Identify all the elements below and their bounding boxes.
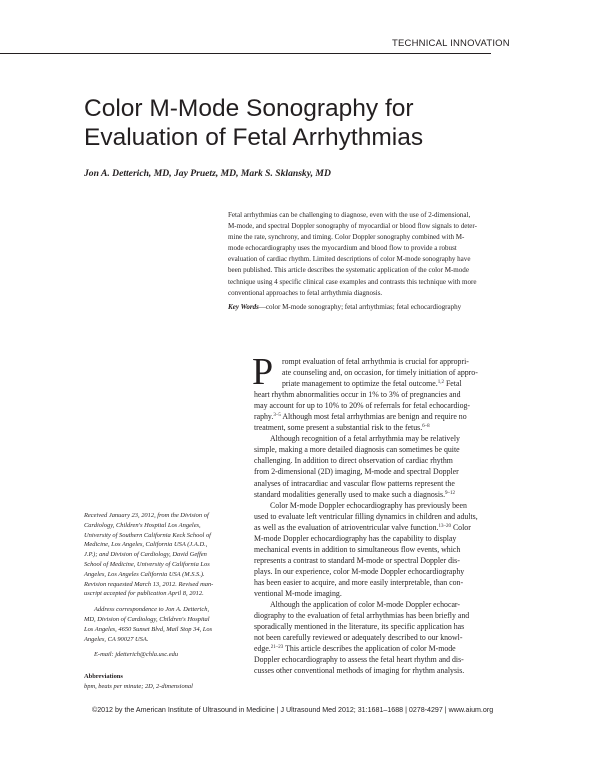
sidebar-line: Medicine, Los Angeles, California USA (J.A.D.,: [84, 541, 208, 549]
body-line: analyses of intracardiac and vascular flow patterns represent the: [254, 478, 455, 488]
abstract-line: evaluation of cardiac rhythm. Limited descriptions of color M-mode sonography have: [228, 255, 471, 264]
sidebar-line: MD, Division of Cardiology, Children's Hospital: [84, 615, 210, 623]
body-fragment: Although most fetal arrhythmias are benign and require no: [280, 412, 467, 422]
body-line: plays. In our experience, color M-mode Doppler echocardiography: [254, 566, 465, 576]
body-line: heart rhythm abnormalities occur in 1% to 3% of pregnancies and: [254, 390, 461, 400]
sidebar-line: Received January 23, 2012, from the Division of: [84, 512, 209, 519]
page-footer: ©2012 by the American Institute of Ultrasound in Medicine | J Ultrasound Med 2012; 31:1681–1688 | 0278-4297 | www.aium.org: [92, 706, 494, 714]
body-line: used to evaluate left ventricular filling dynamics in children and adults,: [254, 511, 478, 521]
body-line: simple, making a more detailed diagnosis can sometimes be quite: [254, 445, 460, 455]
body-line: Color M-mode Doppler echocardiography has previously been: [270, 500, 467, 510]
article-info-sidebar: [84, 511, 234, 692]
sidebar-line: University of Southern California Keck School of: [84, 531, 211, 539]
body-line: Although the application of color M-mode Doppler echocar-: [270, 600, 460, 610]
sidebar-line: Address correspondence to Jon A. Detterich,: [94, 606, 210, 614]
reference-marker: 6–8: [422, 424, 430, 430]
body-line: may account for up to 10% to 20% of referrals for fetal echocardiog-: [254, 401, 471, 411]
abstract-line: mine the rate, synchrony, and timing. Color Doppler sonography combined with M-: [228, 233, 465, 242]
correspondence-email[interactable]: E-mail: jdetterich@chla.usc.edu: [94, 651, 179, 659]
body-fragment: Fetal: [443, 379, 462, 389]
body-line: ate counseling and, on occasion, for timely initiation of appro-: [282, 368, 478, 378]
body-line: challenging. In addition to direct observation of cardiac rhythm: [254, 456, 453, 466]
body-fragment: as well as the evaluation of atrioventricular valve function.: [254, 522, 439, 532]
sidebar-line: School of Medicine, University of California Los: [84, 560, 210, 568]
keywords: [228, 302, 524, 313]
body-line: ventional M-mode imaging.: [254, 588, 342, 598]
reference-marker: 9–12: [445, 490, 456, 496]
header-rule: [0, 53, 491, 54]
abstract-line: conventional approaches to fetal arrhythmia diagnosis.: [228, 288, 383, 297]
abstract-line: been published. This article describes the systematic application of the color M-mode: [228, 266, 469, 275]
abstract-line: Fetal arrhythmias can be challenging to diagnose, even with the use of 2-dimensional,: [228, 211, 471, 219]
body-line: [254, 411, 524, 422]
body-line: from 2-dimensional (2D) imaging, M-mode and spectral Doppler: [254, 467, 459, 477]
sidebar-line: Revision requested March 13, 2012. Revised man-: [84, 580, 214, 588]
author-list: Jon A. Detterich, MD, Jay Pruetz, MD, Mark S. Sklansky, MD: [84, 168, 331, 179]
body-line: diography to the evaluation of fetal arrhythmias has been briefly and: [254, 611, 470, 621]
keywords-text: —color M-mode sonography; fetal arrhythmias; fetal echocardiography: [258, 302, 462, 311]
section-header: TECHNICAL INNOVATION: [392, 38, 510, 49]
body-line: mechanical events in addition to simultaneous flow events, which: [254, 544, 461, 554]
reference-marker: 13–20: [438, 523, 451, 529]
sidebar-line: Angeles, CA 90027 USA.: [84, 635, 149, 643]
sidebar-line: uscript accepted for publication April 8, 2012.: [84, 590, 204, 598]
abbreviations-text: bpm, beats per minute; 2D, 2-dimensional: [84, 682, 193, 690]
body-line: [254, 422, 524, 433]
abstract-line: technique using 4 specific clinical case examples and contrasts this technique with more: [228, 277, 477, 286]
body-fragment: This article describes the application of color M-mode: [283, 644, 456, 654]
title-line-2: Evaluation of Fetal Arrhythmias: [84, 124, 424, 151]
body-line: [254, 643, 524, 654]
abstract-line: mode echocardiography uses the myocardium and blood flow to provide a robust: [228, 244, 457, 253]
body-line: [254, 489, 524, 500]
reference-marker: 3–5: [273, 413, 281, 419]
sidebar-line: Cardiology, Children's Hospital Los Angeles,: [84, 521, 201, 529]
sidebar-line: Angeles, Los Angeles California USA (M.S.S.).: [84, 570, 205, 578]
body-line: M-mode Doppler echocardiography has the capability to display: [254, 533, 457, 543]
abstract-line: M-mode, and spectral Doppler sonography of myocardial or blood flow signals to deter-: [228, 222, 477, 231]
reference-marker: 21–23: [270, 645, 284, 651]
reference-marker: 1,2: [437, 380, 444, 386]
body-line: Doppler echocardiography to assess the fetal heart rhythm and dis-: [254, 655, 464, 665]
body-line: sporadically mentioned in the literature, its specific application has: [254, 622, 465, 632]
body-line: Although recognition of a fetal arrhythmia may be relatively: [270, 434, 460, 444]
body-line: [254, 378, 524, 389]
body-line: rompt evaluation of fetal arrhythmia is crucial for appropri-: [282, 357, 469, 366]
body-line: not been carefully reviewed or adequately described to our knowl-: [254, 633, 463, 643]
title-line-1: Color M-Mode Sonography for: [84, 95, 414, 122]
body-fragment: treatment, some present a substantial risk to the fetus.: [254, 423, 423, 433]
body-line: [254, 522, 524, 533]
sidebar-line: Los Angeles, 4650 Sunset Blvd, Mail Stop 34, Los: [84, 625, 213, 633]
body-fragment: priate management to optimize the fetal outcome.: [282, 379, 438, 389]
body-line: cusses other conventional methods of imaging for rhythm analysis.: [254, 666, 465, 676]
drop-cap: P: [252, 351, 274, 393]
body-fragment: edge.: [254, 644, 271, 654]
abbreviations-heading: Abbreviations: [84, 673, 123, 681]
article-title: [84, 94, 524, 152]
body-fragment: raphy.: [254, 412, 274, 422]
abstract: [228, 210, 524, 313]
keywords-label: Key Words: [228, 302, 259, 311]
body-fragment: Color: [450, 522, 471, 532]
body-line: represents a contrast to standard M-mode or spectral Doppler dis-: [254, 555, 460, 565]
sidebar-line: J.P.); and Division of Cardiology, David Geffen: [84, 551, 207, 559]
body-fragment: standard modalities generally used to make such a diagnosis.: [254, 489, 446, 499]
body-text: [252, 351, 524, 676]
body-line: has been easier to acquire, and more easily interpretable, than con-: [254, 577, 464, 587]
